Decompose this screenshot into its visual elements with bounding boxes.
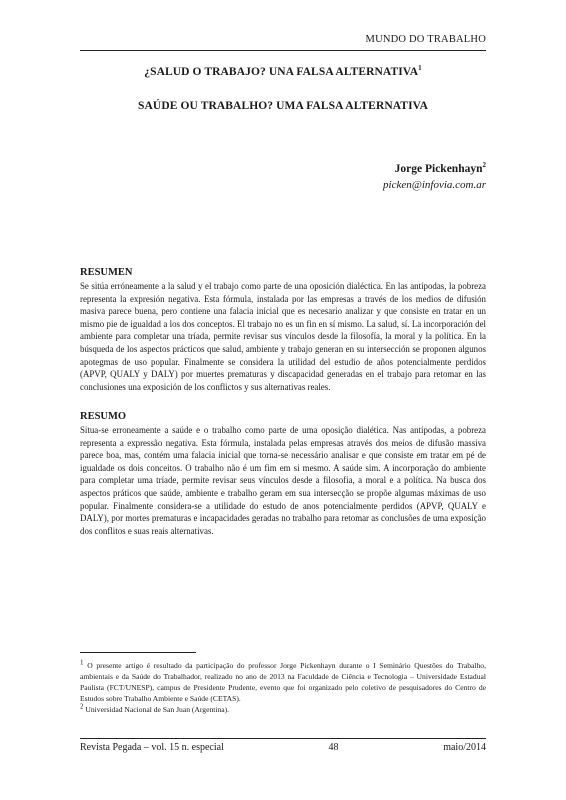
footnote-ref-1[interactable]: 1 bbox=[418, 64, 422, 73]
footnote-1-text: O presente artigo é resultado da participação do professor Jorge Pickenhayn durante o I Seminário Questões do Trabalho, ambientais e da Saúde do Trabalhador, realizado no ano de 2013 na Faculdade de Ciência e Tecnologia – Universidade Estadual Paulista (FCT/UNESP), campus de Presidente Prudente, evento que foi organizado pelo coletivo de pesquisadores do Centro de Estudos sobre Trabalho Ambiente e Saúde (CETAS). bbox=[80, 661, 486, 703]
running-header: MUNDO DO TRABALHO bbox=[365, 34, 486, 45]
title-spanish-text: ¿SALUD O TRABAJO? UNA FALSA ALTERNATIVA bbox=[144, 66, 419, 78]
footnote-ref-2[interactable]: 2 bbox=[482, 161, 486, 170]
author-name-text: Jorge Pickenhayn bbox=[394, 163, 483, 175]
resumo-heading: RESUMO bbox=[80, 411, 127, 422]
author-block bbox=[383, 163, 486, 191]
footnotes bbox=[80, 660, 486, 715]
footnote-divider bbox=[80, 652, 196, 653]
title-portuguese: SAÚDE OU TRABALHO? UMA FALSA ALTERNATIVA bbox=[138, 100, 428, 112]
footer-page-number: 48 bbox=[328, 742, 339, 753]
footnote-2-text: Universidad Nacional de San Juan (Argentina). bbox=[85, 705, 230, 714]
footer-date: maio/2014 bbox=[443, 742, 486, 753]
author-name bbox=[383, 163, 486, 175]
resumen-heading: RESUMEN bbox=[80, 267, 133, 278]
author-email[interactable]: picken@infovia.com.ar bbox=[383, 179, 486, 191]
page-footer bbox=[80, 742, 486, 753]
footnote-mark-2: 2 bbox=[80, 702, 84, 711]
title-spanish bbox=[80, 66, 486, 78]
resumo-text: Situa-se erroneamente a saúde e o trabalho como parte de uma oposição dialética. Nas antípodas, a pobreza representa a expressão negativa. Esta fórmula, instalada pelas empresas através dos meios de difusão massiva parece boa, mas, contém uma falacia inicial que torna-se necessário analisar e que consiste em tratar em pé de igualdade os dois conceitos. O trabalho não é um fim em si mesmo. A saúde sim. A incorporação do ambiente para completar uma tríade, permite revisar seus vínculos desde a filosofia, a moral e a política. Na busca dos aspectos práticos que saúde, ambiente e trabalho geram em sua intersecção se propõe algumas máximas de uso popular. Finalmente considera-se a utilidade do estudo de anos potencialmente perdidos (APVP, QUALY e DALY), por mortes prematuras e incapacidades geradas no trabalho para retomar as conclusões de uma exposição dos conflitos e suas reais alternativas. bbox=[80, 425, 486, 536]
resumen-text: Se sitúa erróneamente a la salud y el trabajo como parte de una oposición dialéctica. En las antípodas, la pobreza representa la expresión negativa. Esta fórmula, instalada por las empresas a través de los medios de difusión masiva parece buena, pero contiene una falacia inicial que es necesario analizar y que consiste en tratar en un mismo pie de igualdad a los dos conceptos. El trabajo no es un fin en sí mismo. La salud, sí. La incorporación del ambiente para completar una tríada, permite revisar sus vínculos desde la filosofía, la moral y la política. En la búsqueda de los aspectos prácticos que salud, ambiente y trabajo generan en su intersección se proponen algunos apotegmas de uso popular. Finalmente se considera la utilidad del estudio de años potencialmente perdidos (APVP, QUALY y DALY) por muertes prematuras y discapacidad generadas en el trabajo para retomar en las conclusiones una exposición de los conflictos y sus alternativas reales. bbox=[80, 281, 486, 392]
footnote-2 bbox=[80, 704, 486, 715]
footer-divider bbox=[80, 738, 486, 739]
footer-journal: Revista Pegada – vol. 15 n. especial bbox=[80, 742, 224, 753]
footnote-1 bbox=[80, 660, 486, 704]
footnote-mark-1: 1 bbox=[80, 658, 84, 667]
header-divider bbox=[80, 50, 486, 51]
